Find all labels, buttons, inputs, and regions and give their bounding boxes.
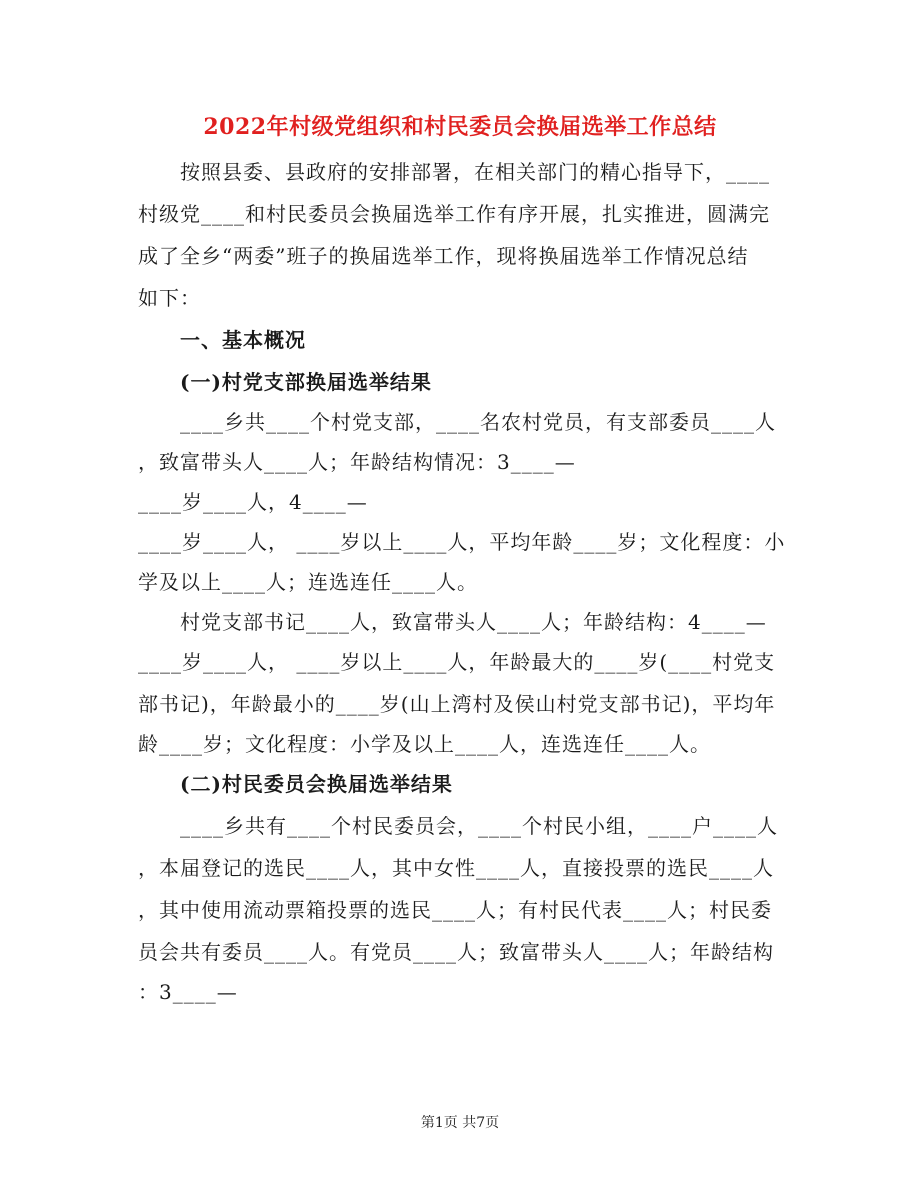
paragraph-line: ____岁____人，4____—: [138, 490, 368, 514]
paragraph-line: ，其中使用流动票箱投票的选民____人；有村民代表____人；村民委: [138, 898, 772, 922]
paragraph-line: 学及以上____人；连选连任____人。: [138, 570, 478, 594]
paragraph-line: ，致富带头人____人；年龄结构情况：3____—: [138, 450, 576, 474]
paragraph-line: ，本届登记的选民____人，其中女性____人，直接投票的选民____人: [138, 856, 774, 880]
paragraph-line: 村级党____和村民委员会换届选举工作有序开展，扎实推进，圆满完: [138, 202, 770, 226]
paragraph-line: 成了全乡“两委”班子的换届选举工作，现将换届选举工作情况总结: [138, 244, 749, 268]
paragraph-line: 员会共有委员____人。有党员____人；致富带头人____人；年龄结构: [138, 940, 774, 964]
page-number: 第1页 共7页: [420, 1115, 500, 1131]
paragraph-line: ____岁____人， ____岁以上____人，平均年龄____岁；文化程度：小: [138, 530, 786, 554]
paragraph-line: 如下：: [138, 286, 201, 310]
document-title: 2022年村级党组织和村民委员会换届选举工作总结: [203, 114, 717, 140]
subsection-heading: (一)村党支部换届选举结果: [180, 370, 432, 394]
subsection-heading: (二)村民委员会换届选举结果: [180, 772, 453, 796]
section-heading: 一、基本概况: [180, 328, 306, 352]
paragraph-line: ：3____—: [138, 980, 238, 1004]
paragraph-line: 部书记)，年龄最小的____岁(山上湾村及侯山村党支部书记)，平均年: [138, 692, 776, 716]
paragraph-line: 龄____岁；文化程度：小学及以上____人，连选连任____人。: [138, 732, 711, 756]
paragraph-line: 村党支部书记____人，致富带头人____人；年龄结构：4____—: [180, 610, 767, 634]
paragraph-line: ____岁____人， ____岁以上____人，年龄最大的____岁(____村党支: [138, 650, 776, 674]
paragraph-line: ____乡共____个村党支部，____名农村党员，有支部委员____人: [180, 410, 776, 434]
paragraph-line: 按照县委、县政府的安排部署，在相关部门的精心指导下，____: [180, 160, 770, 184]
paragraph-line: ____乡共有____个村民委员会，____个村民小组，____户____人: [180, 814, 778, 838]
